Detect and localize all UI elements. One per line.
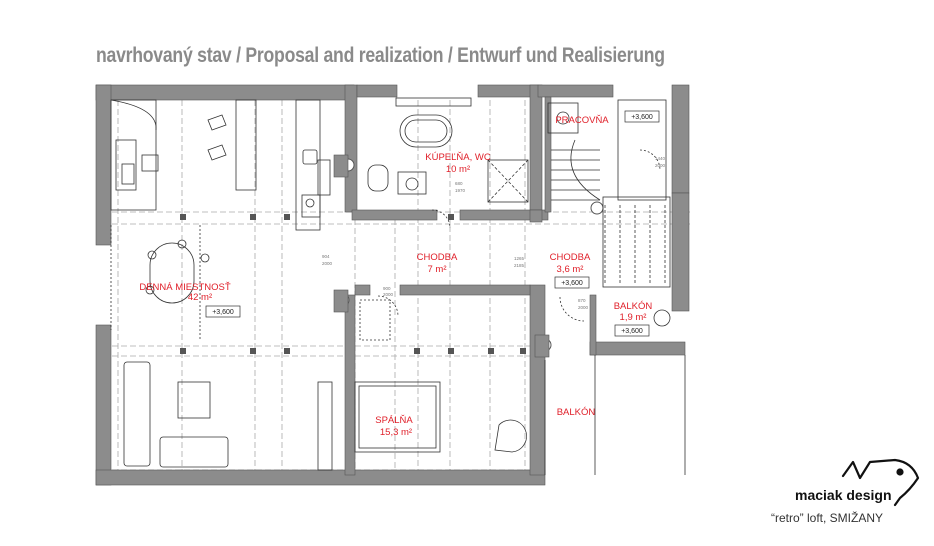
room-name-spalna: SPÁLŇA: [375, 415, 413, 426]
level-tag: +3,600: [212, 309, 234, 316]
room-name-chodba-2: CHODBA: [549, 252, 591, 263]
room-area-chodba-1: 7 m²: [427, 264, 447, 275]
room-name-pracovna: PRACOVŇA: [555, 115, 609, 126]
page-title: navrhovaný stav / Proposal and realization / Entwurf und Realisierung: [96, 44, 665, 67]
brand-name: maciak design: [795, 487, 892, 503]
stairs-and-office: [548, 100, 670, 326]
dimension-note: 1265: [514, 256, 525, 261]
room-name-chodba-1: CHODBA: [416, 252, 458, 263]
room-area-kupelna: 10 m²: [445, 164, 471, 175]
dimension-note: 1440: [655, 156, 666, 161]
dimension-note: 680: [455, 181, 463, 186]
room-name-kupelna: KÚPEĽŇA, WC: [425, 152, 491, 163]
project-subtitle: “retro” loft, SMIŽANY: [771, 511, 884, 525]
dimension-note: 2000: [655, 163, 666, 168]
room-name-balkon-1: BALKÓN: [613, 301, 653, 312]
dimension-note: 900: [383, 286, 391, 291]
room-area-denna: 42 m²: [187, 292, 213, 303]
room-name-balkon-2: BALKÓN: [556, 407, 596, 418]
room-name-denna: DENNÁ MIESTNOSŤ: [139, 282, 231, 293]
dimension-note: 904: [322, 254, 330, 259]
dimension-note: 870: [578, 298, 586, 303]
level-tag: +3,600: [631, 114, 653, 121]
dimension-note: 2185: [514, 263, 525, 268]
room-area-balkon-1: 1,9 m²: [619, 312, 647, 323]
dimension-note: 1970: [455, 188, 466, 193]
room-area-spalna: 15,3 m²: [379, 427, 413, 438]
room-labels: [139, 115, 652, 438]
bathroom-fixtures: [368, 98, 528, 228]
level-tag: +3,600: [561, 280, 583, 287]
dimension-note: 2000: [383, 292, 394, 297]
level-tag: +3,600: [621, 328, 643, 335]
dimension-note: 2000: [322, 261, 333, 266]
dimension-note: 2000: [578, 305, 589, 310]
room-area-chodba-2: 3,6 m²: [556, 264, 584, 275]
